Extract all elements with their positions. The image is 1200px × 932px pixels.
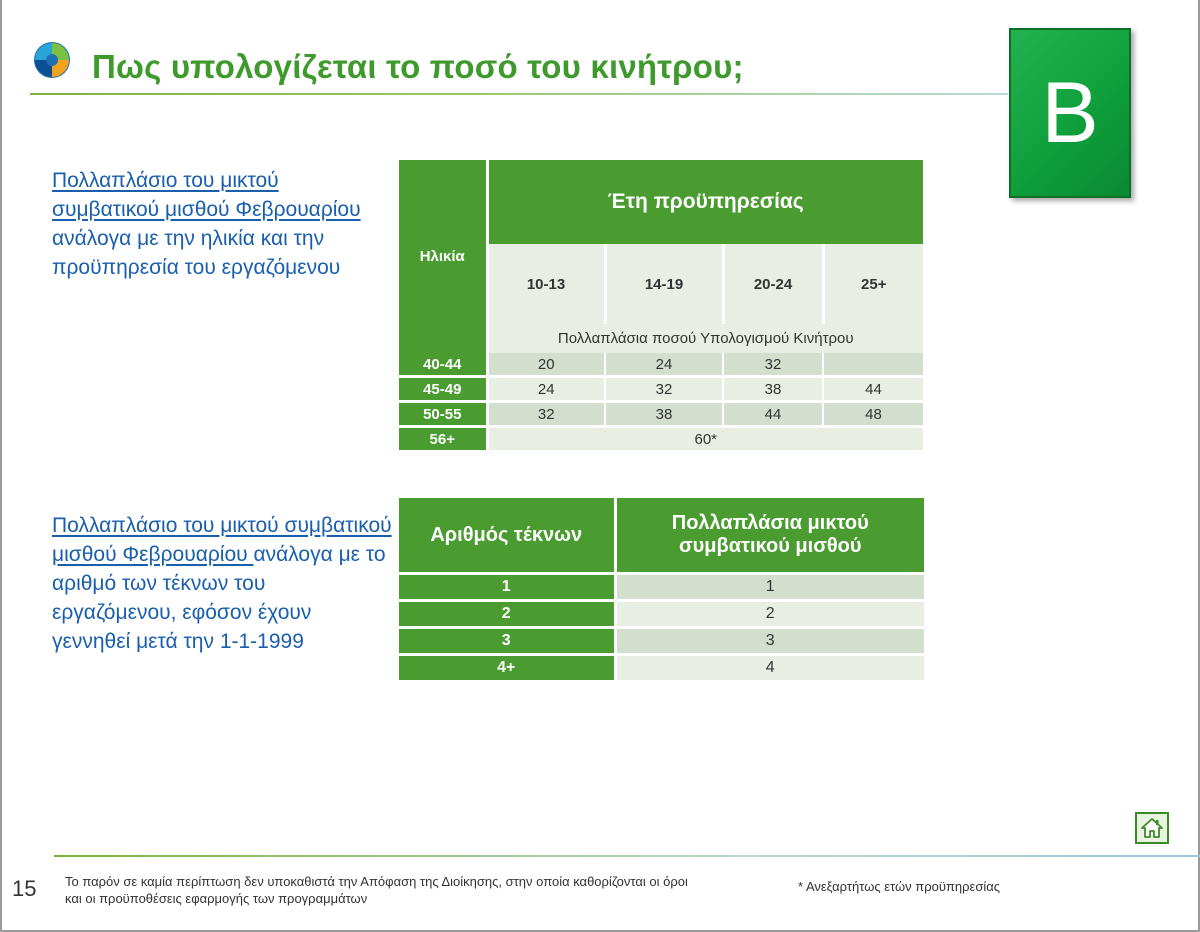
section1-text: ανάλογα με την ηλικία και την προϋπηρεσία του εργαζόμενου [52,227,341,279]
value-cell: 32 [723,353,823,377]
value-cell: 44 [823,377,923,402]
value-cell: 20 [487,353,605,377]
seniority-age-table [399,160,923,453]
value-cell: 38 [723,377,823,402]
table-row [399,574,924,601]
section1-link[interactable]: Πολλαπλάσιο του μικτού συμβατικού μισθού Φεβρουαρίου [52,169,361,221]
home-button[interactable] [1135,812,1169,844]
section-badge: B [1009,28,1131,198]
children-cell: 1 [399,574,615,601]
value-cell: 32 [487,402,605,427]
page-number: 15 [12,876,37,901]
value-cell: 32 [605,377,723,402]
year-column-header: 14-19 [605,244,723,324]
table-row [399,402,923,427]
year-column-header: 10-13 [487,244,605,324]
children-table [399,498,924,680]
multiples-note: Πολλαπλάσια ποσού Υπολογισμού Κινήτρου [487,324,923,353]
multiple-cell: 2 [615,601,924,628]
table-row [399,353,923,377]
age-cell: 45-49 [399,377,487,402]
page-title: Πως υπολογίζεται το ποσό του κινήτρου; [92,48,744,85]
table-row [399,377,923,402]
section2-link[interactable]: Πολλαπλάσιο του μικτού συμβατικού μισθού Φεβρουαρίου [52,514,392,566]
salary-multiple-header: Πολλαπλάσια μικτού συμβατικού μισθού [615,498,924,574]
value-cell: 48 [823,402,923,427]
multiple-cell: 3 [615,628,924,655]
value-cell: 24 [605,353,723,377]
children-count-header: Αριθμός τέκνων [399,498,615,574]
section2-text: ανάλογα με το αριθμό των τέκνων του εργαζόμενου, εφόσον έχουν γεννηθεί μετά την 1-1-1999 [52,543,386,653]
years-header: Έτη προϋπηρεσίας [487,160,923,244]
table-row [399,628,924,655]
year-column-header: 20-24 [723,244,823,324]
year-column-header: 25+ [823,244,923,324]
value-cell: 24 [487,377,605,402]
table-row [399,427,923,452]
children-cell: 3 [399,628,615,655]
children-cell: 2 [399,601,615,628]
value-cell: 60* [487,427,923,452]
home-icon [1140,817,1164,839]
footnote: * Ανεξαρτήτως ετών προϋπηρεσίας [798,879,1001,894]
company-logo [32,40,72,80]
value-cell [823,353,923,377]
multiple-cell: 4 [615,655,924,681]
section1-description [52,166,372,282]
footer-divider [54,855,1200,857]
table-row [399,655,924,681]
children-cell: 4+ [399,655,615,681]
title-divider [30,93,1008,95]
value-cell: 38 [605,402,723,427]
age-cell: 40-44 [399,353,487,377]
value-cell: 44 [723,402,823,427]
multiple-cell: 1 [615,574,924,601]
section2-description [52,511,392,656]
age-cell: 56+ [399,427,487,452]
footer-disclaimer: Το παρόν σε καμία περίπτωση δεν υποκαθιστά την Απόφαση της Διοίκησης, στην οποία καθορίζονται οι όροι και οι προϋποθέσεις εφαρμογής των προγραμμάτων [65,874,688,906]
age-cell: 50-55 [399,402,487,427]
age-header: Ηλικία [399,160,487,353]
table-row [399,601,924,628]
